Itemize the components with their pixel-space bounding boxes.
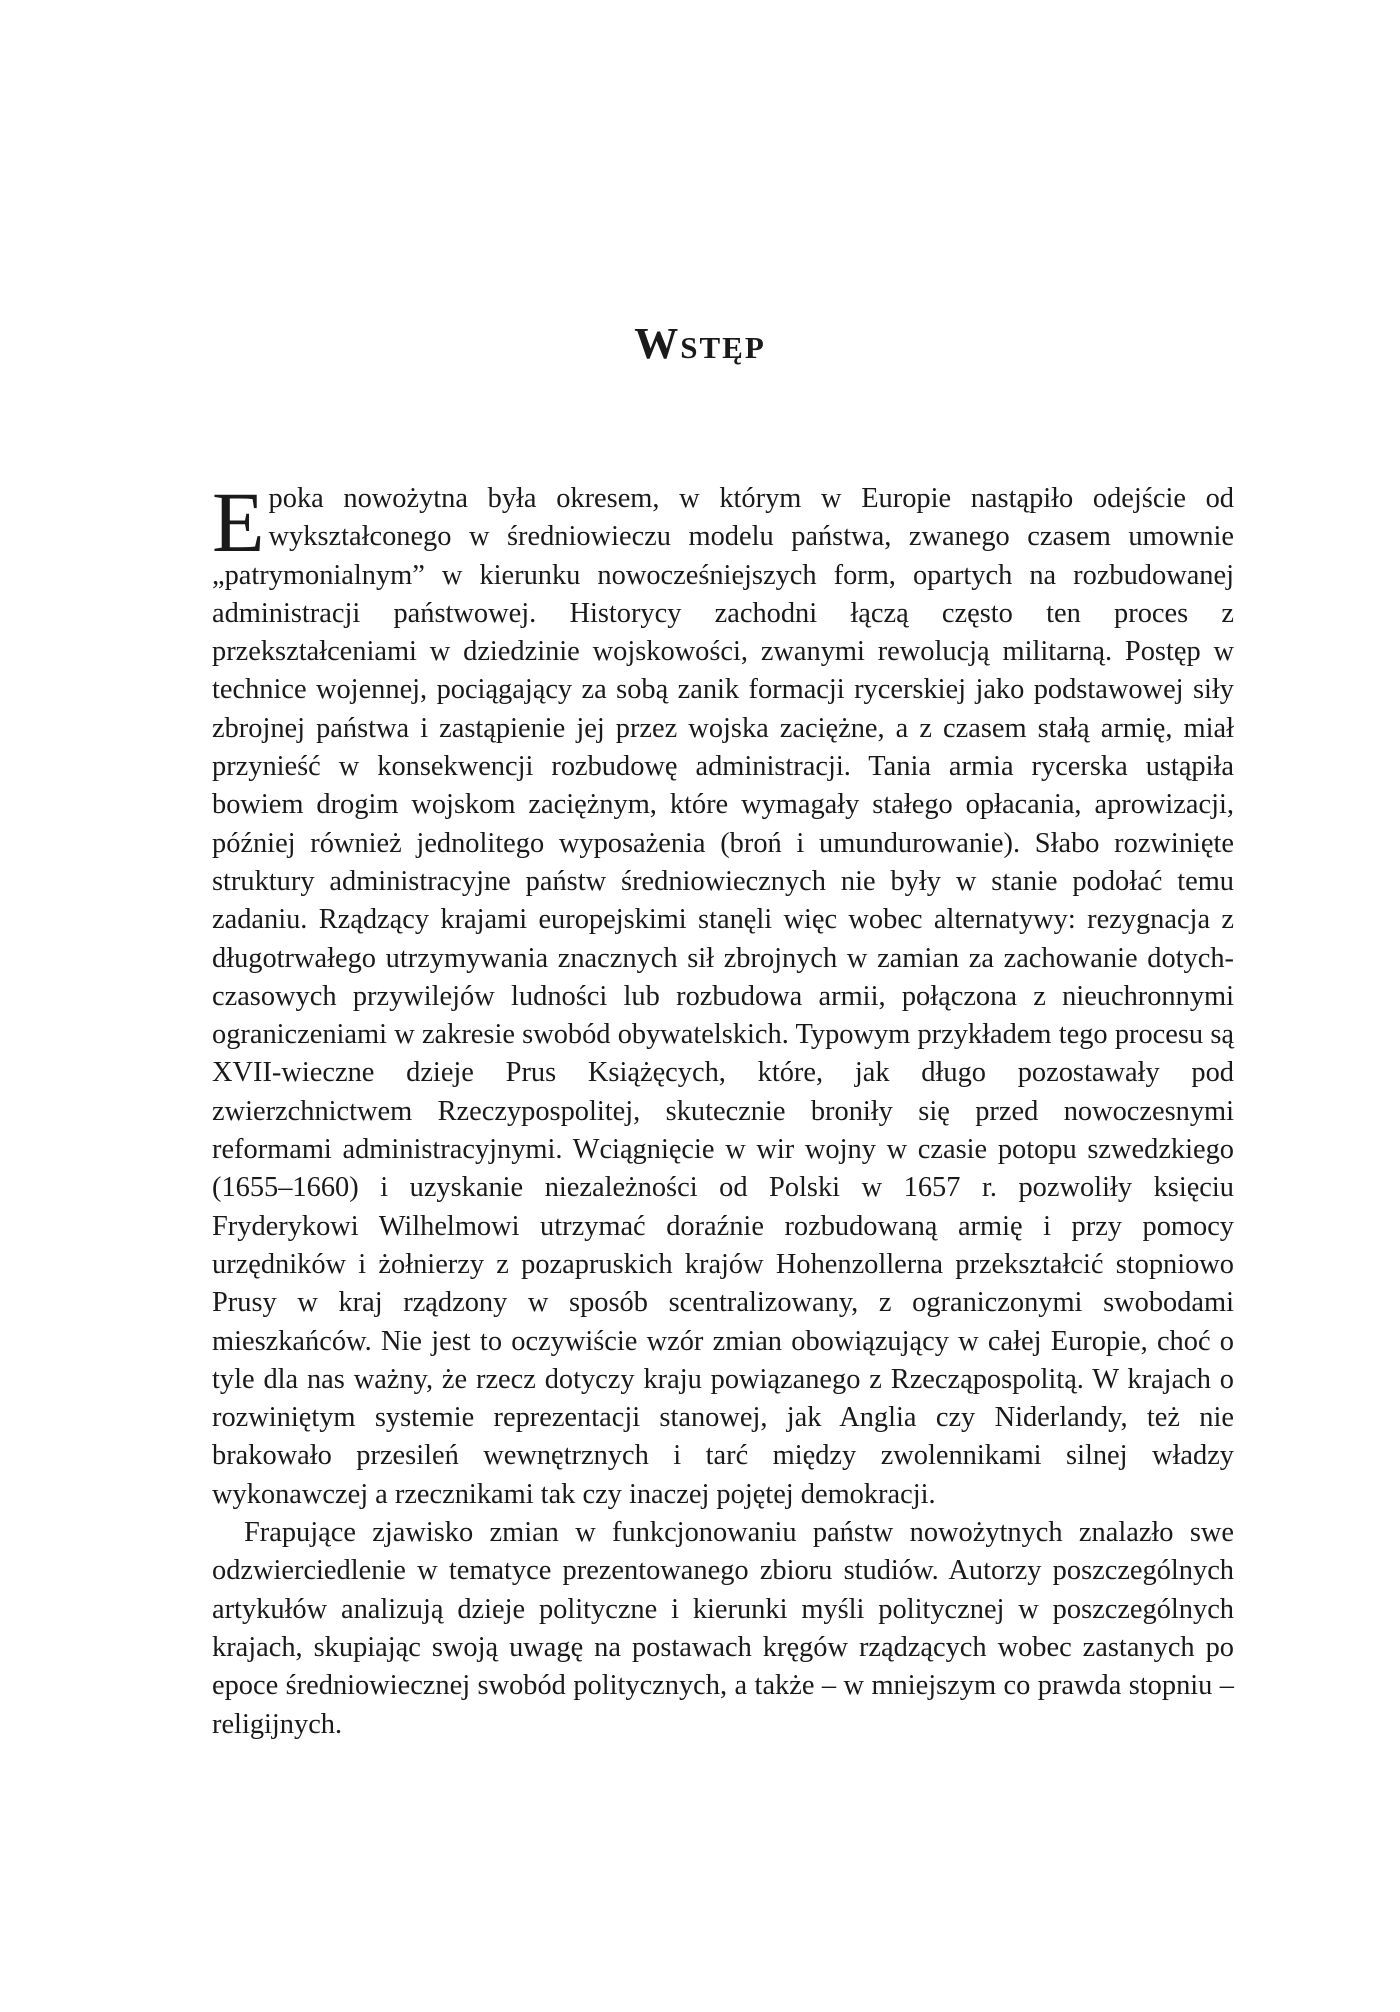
drop-cap: E: [212, 474, 265, 570]
paragraph-1: [212, 474, 1234, 1514]
paragraph-2: Frapujące zjawisko zmian w funkcjonowaniu państw nowożytnych znalazło swe odzwierciedlenie w tematyce prezentowanego zbioru studiów. Autorzy poszczególnych artykułów analizują dzieje polityczne i kierunki myśli politycznej w poszczególnych krajach, skupiając swoją uwagę na postawach kręgów rządzących wobec zastanych po epoce średniowiecznej swobód politycznych, a także – w mniejszym co prawda stopniu – religijnych.: [212, 1517, 1234, 1740]
page-title: Wstęp: [634, 319, 766, 368]
body-text: [212, 474, 1234, 1744]
paragraph-1-text: poka nowożytna była okresem, w którym w Europie nastąpiło odejście od wykształconego w średniowieczu modelu państwa, zwanego czasem umownie „patrymonialnym” w kierunku nowocześniejszych form, opartych na rozbudowanej administracji państwowej. Historycy zachodni łączą często ten proces z przekształceniami w dziedzinie wojskowości, zwanymi rewolucją militarną. Postęp w technice wojennej, pociągający za sobą zanik formacji rycerskiej jako podstawowej siły zbrojnej państwa i zastąpienie jej przez wojska zaciężne, a z czasem stałą armię, miał przynieść w konsekwencji rozbudowę administracji. Tania armia rycerska ustąpiła bowiem drogim wojskom zaciężnym, które wymagały stałego opłacania, aprowizacji, później również jednolitego wyposażenia (broń i umundurowanie). Słabo rozwinięte struktury administracyjne państw średniowiecznych nie były w stanie podołać temu zadaniu. Rządzący krajami europejskimi stanęli więc wobec alternatywy: rezygnacja z długotrwałego utrzymywania znacznych sił zbrojnych w zamian za zachowanie dotychczasowych przywilejów ludności lub rozbudowa armii, połączona z nieuchronnymi ograniczeniami w zakresie swobód obywatelskich. Typowym przykładem tego procesu są XVII-wieczne dzieje Prus Książęcych, które, jak długo pozostawały pod zwierzchnictwem Rzeczypospolitej, skutecznie broniły się przed nowoczesnymi reformami administracyjnymi. Wciągnięcie w wir wojny w czasie potopu szwedzkiego (1655–1660) i uzyskanie niezależności od Polski w 1657 r. pozwoliły księciu Fryderykowi Wilhelmowi utrzymać doraźnie rozbudowaną armię i przy pomocy urzędników i żołnierzy z pozapruskich krajów Hohenzollerna przekształcić stopniowo Prusy w kraj rządzony w sposób scentralizowany, z ograniczonymi swobodami mieszkańców. Nie jest to oczywiście wzór zmian obowiązujący w całej Europie, choć o tyle dla nas ważny, że rzecz dotyczy kraju powiązanego z Rzecząpospolitą. W krajach o rozwiniętym systemie reprezentacji stanowej, jak Anglia czy Niderlandy, też nie brakowało przesileń wewnętrznych i tarć między zwolennikami silnej władzy wykonawczej a rzecznikami tak czy inaczej pojętej demokracji.: [212, 483, 1234, 1510]
